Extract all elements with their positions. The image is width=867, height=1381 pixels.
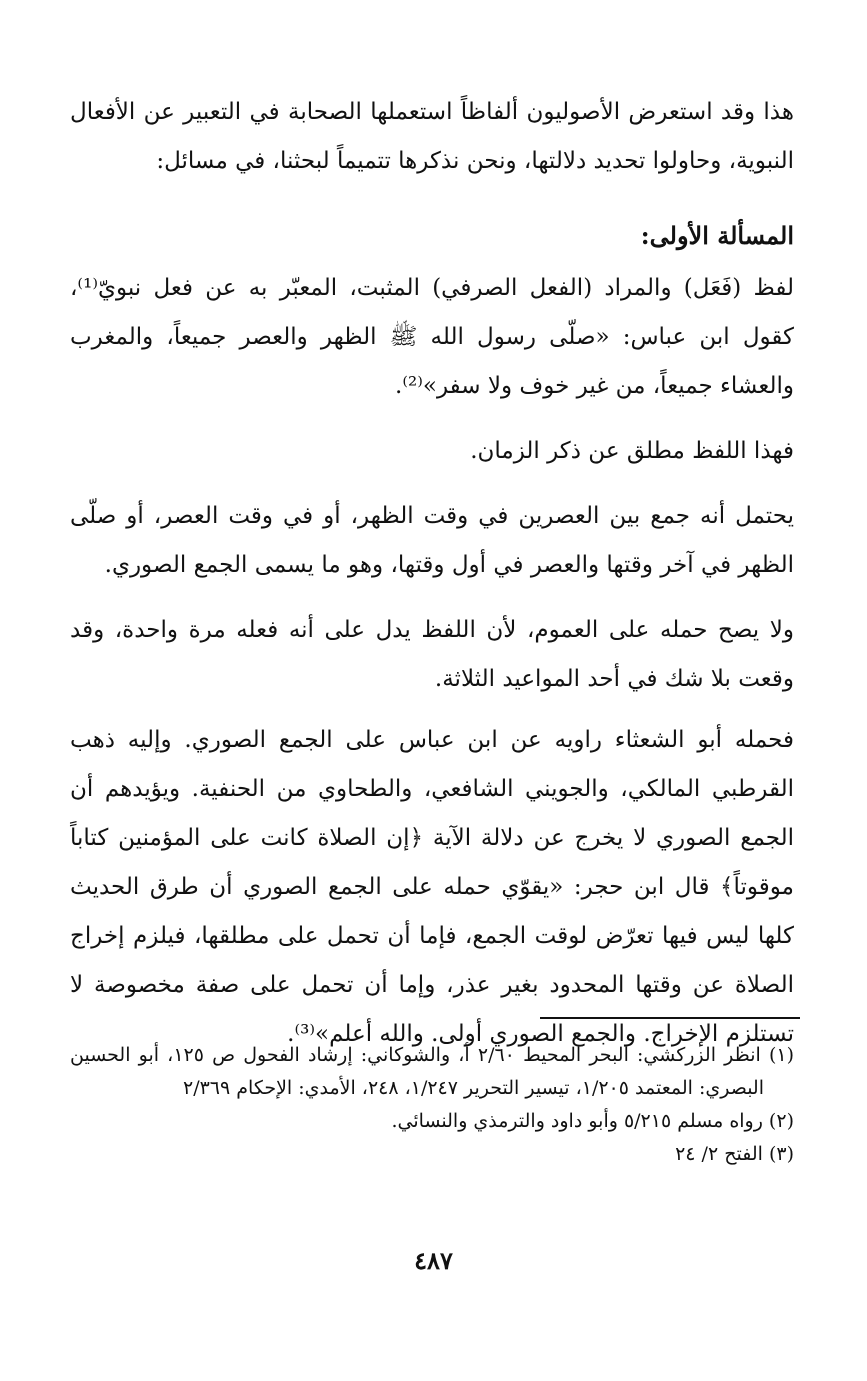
footnote-1: (١) انظر الزركشي: البحر المحيط ٢/٦٠ أ، والشوكاني: إرشاد الفحول ص ١٢٥، أبو الحسين البصري: المعتمد ١/٢٠٥، تيسير التحرير ١/٢٤٧، ٢٤٨، الأمدي: الإحكام ٢/٣٦٩ [70,1044,795,1099]
intro-paragraph: هذا وقد استعرض الأصوليون ألفاظاً استعملها الصحابة في التعبير عن الأفعال النبوية، وحاولوا تحديد دلالتها، ونحن نذكرها تتميماً لبحثنا، في مسائل: [70,99,794,174]
paragraph-1: لفظ (فَعَل) والمراد (الفعل الصرفي) المثبت، المعبّر به عن فعل نبويّ⁽¹⁾، كقول ابن عباس: «صلّى رسول الله ﷺ الظهر والعصر جميعاً، والمغرب والعشاء جميعاً، من غير خوف ولا سفر»⁽²⁾. [70,275,794,399]
footnote-2: (٢) رواه مسلم ٥/٢١٥ وأبو داود والترمذي والنسائي. [391,1110,794,1132]
footnotes [70,1039,794,1171]
paragraph-3: يحتمل أنه جمع بين العصرين في وقت الظهر، أو في وقت العصر، أو صلّى الظهر في آخر وقتها والعصر في أول وقتها، وهو ما يسمى الجمع الصوري. [70,503,794,578]
page-number: ٤٨٧ [414,1246,453,1275]
paragraph-2: فهذا اللفظ مطلق عن ذكر الزمان. [470,438,794,464]
paragraph-5: فحمله أبو الشعثاء راويه عن ابن عباس على الجمع الصوري. وإليه ذهب القرطبي المالكي، والجويني الشافعي، والطحاوي من الحنفية. ويؤيدهم أن الجمع الصوري لا يخرج عن دلالة الآية ﴿إن الصلاة كانت على المؤمنين كتاباً موقوتاً﴾ قال ابن حجر: «يقوّي حمله على الجمع الصوري أن طرق الحديث كلها ليس فيها تعرّض لوقت الجمع، فإما أن تحمل على مطلقها، فيلزم إخراج الصلاة عن وقتها المحدود بغير عذر، وإما أن تحمل على صفة مخصوصة لا تستلزم الإخراج. والجمع الصوري أولى. والله أعلم»⁽³⁾. [70,727,794,1047]
section-heading: المسألة الأولى: [640,221,794,250]
main-text [70,88,794,1059]
paragraph-4: ولا يصح حمله على العموم، لأن اللفظ يدل على أنه فعله مرة واحدة، وقد وقعت بلا شك في أحد المواعيد الثلاثة. [70,617,794,692]
footnote-3: (٣) الفتح ٢/ ٢٤ [675,1143,794,1165]
footnote-separator [540,1017,800,1019]
